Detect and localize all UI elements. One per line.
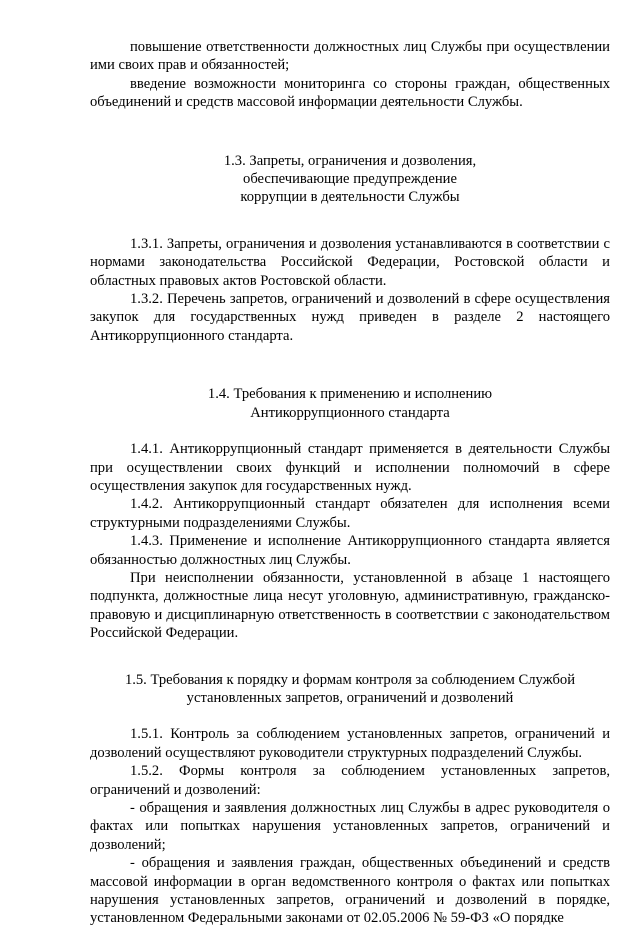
paragraph: 1.4.1. Антикоррупционный стандарт применяется в деятельности Службы при осуществлении своих функций и исполнении полномочий в сфере осуществления закупок для государственных нужд. <box>90 441 610 494</box>
paragraph: 1.4.2. Антикоррупционный стандарт обязателен для исполнения всеми структурными подразделениями Службы. <box>90 496 610 531</box>
heading-line: обеспечивающие предупреждение <box>243 171 457 188</box>
document-page <box>90 38 610 928</box>
section-heading-1-3 <box>90 152 610 207</box>
section-heading-1-4 <box>90 385 610 422</box>
spacer <box>90 207 610 235</box>
spacer <box>90 422 610 440</box>
paragraph: введение возможности мониторинга со стороны граждан, общественных объединений и средств массовой информации деятельности Службы. <box>90 75 610 111</box>
heading-line: 1.3. Запреты, ограничения и дозволения, <box>223 152 477 169</box>
heading-line: 1.5. Требования к порядку и формам контроля за соблюдением Службой <box>124 671 576 688</box>
spacer <box>90 643 610 671</box>
paragraph: 1.3.1. Запреты, ограничения и дозволения устанавливаются в соответствии с нормами законодательства Российской Федерации, Ростовской области и областных правовых актов Ростовской области. <box>90 235 610 289</box>
paragraph: При неисполнении обязанности, установленной в абзаце 1 настоящего подпункта, должностные лица несут уголовную, административную, гражданско-правовую и дисциплинарную ответственность в соответствии с законодательством Российской Федерации. <box>90 569 610 642</box>
heading-line: Антикоррупционного стандарта <box>250 404 450 421</box>
paragraph: повышение ответственности должностных лиц Службы при осуществлении ими своих прав и обязанностей; <box>90 39 610 74</box>
list-item: - обращения и заявления граждан, общественных объединений и средств массовой информации в орган ведомственного контроля о фактах или попытках нарушения установленных запретов, ограничений и дозволений в порядке, установленном Федеральными законами от 02.05.2006 № 59-ФЗ «О порядке <box>90 855 610 927</box>
section-heading-1-5 <box>90 671 610 708</box>
paragraph: 1.4.3. Применение и исполнение Антикоррупционного стандарта является обязанностью должностных лиц Службы. <box>90 533 610 568</box>
heading-line: коррупции в деятельности Службы <box>240 189 460 206</box>
spacer <box>90 707 610 725</box>
list-item: - обращения и заявления должностных лиц Службы в адрес руководителя о фактах или попытках нарушения установленных запретов, ограничений и дозволений; <box>90 800 610 853</box>
paragraph: 1.5.2. Формы контроля за соблюдением установленных запретов, ограничений и дозволений: <box>90 763 610 798</box>
paragraph: 1.5.1. Контроль за соблюдением установленных запретов, ограничений и дозволений осуществляют руководители структурных подразделений Службы. <box>90 726 610 761</box>
paragraph: 1.3.2. Перечень запретов, ограничений и дозволений в сфере осуществления закупок для государственных нужд приведен в разделе 2 настоящего Антикоррупционного стандарта. <box>90 291 610 344</box>
heading-line: установленных запретов, ограничений и дозволений <box>186 689 514 706</box>
spacer <box>90 345 610 385</box>
heading-line: 1.4. Требования к применению и исполнению <box>207 386 493 403</box>
spacer <box>90 112 610 152</box>
